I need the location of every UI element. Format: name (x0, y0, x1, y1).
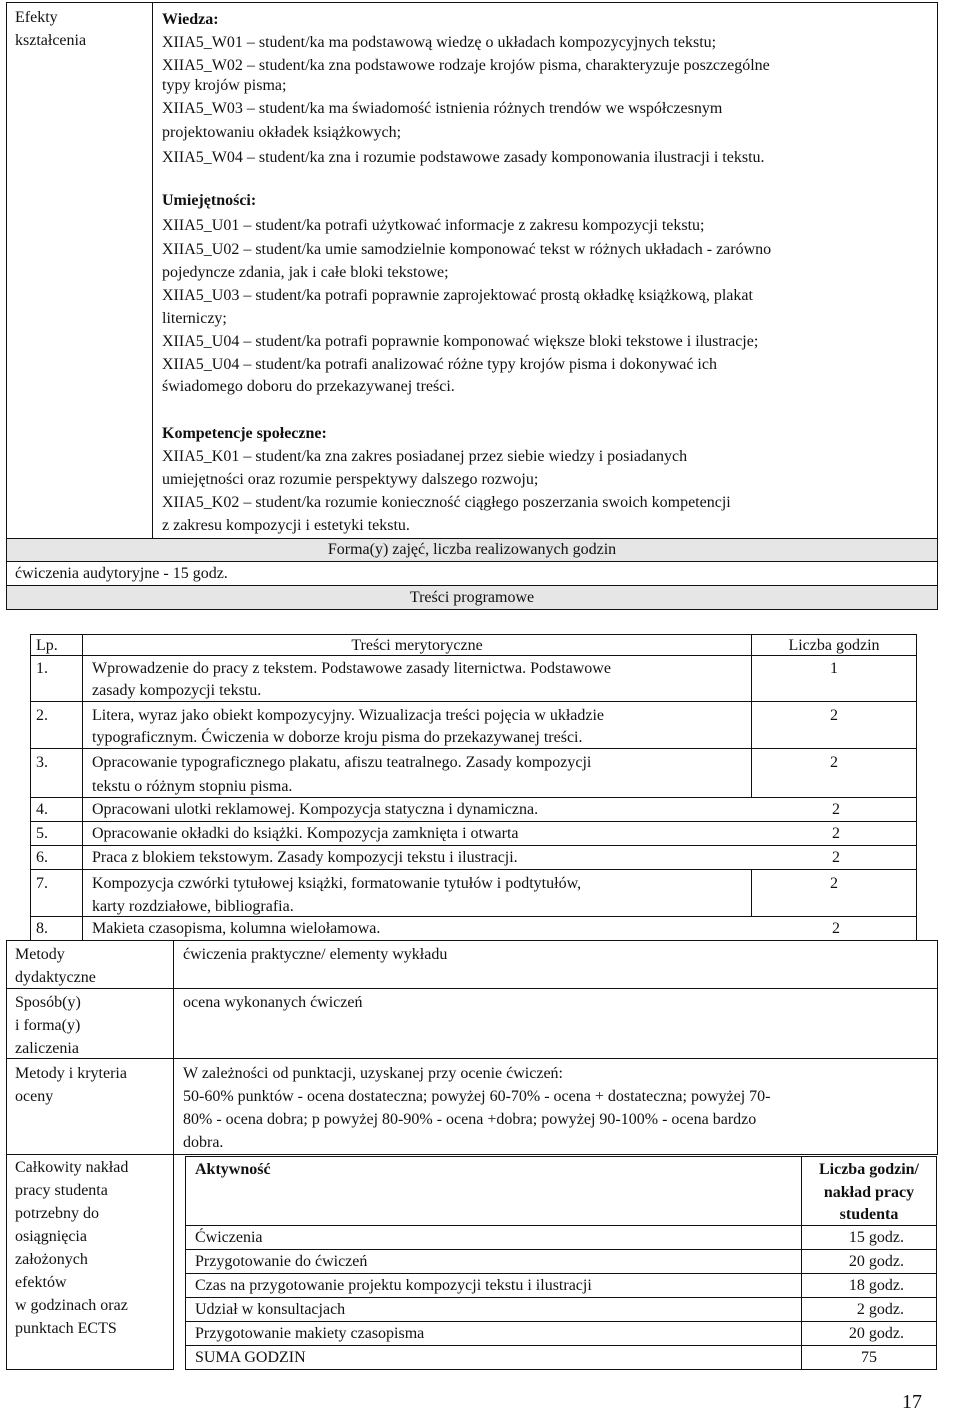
sposob-label-line: zaliczenia (15, 1040, 79, 1057)
naklad-label-line: potrzebny do (15, 1205, 99, 1222)
row-hours: 2 (832, 920, 840, 937)
naklad-label-line: Całkowity nakład (15, 1159, 129, 1176)
row-lp: 4. (36, 801, 48, 818)
naklad-label-line: w godzinach oraz (15, 1297, 128, 1314)
naklad-label-line: założonych (15, 1251, 88, 1268)
row-content-line: Opracowanie okładki do książki. Kompozycja zamknięta i otwarta (92, 825, 519, 842)
sposob-value: ocena wykonanych ćwiczeń (183, 994, 363, 1011)
kryteria-label-line: Metody i kryteria (15, 1065, 127, 1082)
forma-value: ćwiczenia audytoryjne - 15 godz. (15, 565, 228, 582)
row-hours: 2 (832, 849, 840, 866)
activity-sum-hours: 75 (861, 1349, 877, 1366)
row-content-line: Opracowanie typograficznego plakatu, afiszu teatralnego. Zasady kompozycji (92, 754, 592, 771)
kompetencje-line: XIIA5_K02 – student/ka rozumie konieczność ciągłego poszerzania swoich kompetencji (162, 494, 731, 511)
row-content-line: Kompozycja czwórki tytułowej książki, formatowanie tytułów i podtytułów, (92, 875, 582, 892)
wiedza-line: XIIA5_W04 – student/ka zna i rozumie podstawowe zasady komponowania ilustracji i tekstu. (162, 149, 765, 166)
row-lp: 8. (36, 920, 48, 937)
wiedza-title: Wiedza: (162, 11, 219, 28)
page-number: 17 (902, 1391, 922, 1413)
kryteria-value-line: W zależności od punktacji, uzyskanej przy ocenie ćwiczeń: (183, 1065, 563, 1082)
naklad-label-line: pracy studenta (15, 1182, 108, 1199)
activity-name: Ćwiczenia (195, 1229, 263, 1246)
row-lp: 3. (36, 754, 48, 771)
umiejetnosci-line: literniczy; (162, 310, 227, 327)
kryteria-value-line: 80% - ocena dobra; p powyżej 80-90% - ocena +dobra; powyżej 90-100% - ocena bardzo (183, 1111, 757, 1128)
row-hours: 2 (832, 801, 840, 818)
naklad-label-line: punktach ECTS (15, 1320, 117, 1337)
tresci-col-lp: Lp. (36, 637, 58, 654)
row-hours: 2 (832, 825, 840, 842)
row-content-line: Litera, wyraz jako obiekt kompozycyjny. Wizualizacja treści pojęcia w układzie (92, 707, 605, 724)
activity-name: Czas na przygotowanie projektu kompozycji tekstu i ilustracji (195, 1277, 592, 1294)
hours-col-header-line: Liczba godzin/ (818, 1161, 919, 1178)
row-lp: 6. (36, 849, 48, 866)
activity-name: Przygotowanie makiety czasopisma (195, 1325, 425, 1342)
kryteria-value-line: 50-60% punktów - ocena dostateczna; powyżej 60-70% - ocena + dostateczna; powyżej 70- (183, 1088, 771, 1105)
row-content-line: zasady kompozycji tekstu. (92, 682, 262, 699)
umiejetnosci-line: pojedyncze zdania, jak i całe bloki tekstowe; (162, 264, 449, 281)
activity-hours: 15 godz. (848, 1229, 904, 1246)
wiedza-line: XIIA5_W01 – student/ka ma podstawową wiedzę o układach kompozycyjnych tekstu; (162, 34, 717, 51)
tresci-col-content: Treści merytoryczne (351, 637, 483, 654)
umiejetnosci-line: XIIA5_U02 – student/ka umie samodzielnie komponować tekst w różnych układach - zarówno (162, 241, 772, 258)
umiejetnosci-line: XIIA5_U04 – student/ka potrafi poprawnie komponować większe bloki tekstowe i ilustracje; (162, 333, 759, 350)
umiejetnosci-line: XIIA5_U04 – student/ka potrafi analizować różne typy krojów pisma i dokonywać ich (162, 356, 717, 373)
efekty-label-line-1: Efekty (15, 9, 58, 26)
kompetencje-line: umiejętności oraz rozumie perspektywy dalszego rozwoju; (162, 471, 539, 488)
row-lp: 5. (36, 825, 48, 842)
row-hours: 2 (830, 707, 838, 724)
activity-hours: 20 godz. (848, 1325, 904, 1342)
row-hours: 1 (830, 660, 838, 677)
forma-value-cell (6, 561, 938, 586)
activity-hours: 18 godz. (848, 1277, 904, 1294)
row-content-line: Wprowadzenie do pracy z tekstem. Podstawowe zasady liternictwa. Podstawowe (92, 660, 611, 677)
umiejetnosci-title: Umiejętności: (162, 192, 257, 209)
naklad-label-line: osiągnięcia (15, 1228, 87, 1245)
activity-name: Przygotowanie do ćwiczeń (195, 1253, 368, 1270)
kompetencje-line: z zakresu kompozycji i estetyki tekstu. (162, 517, 410, 534)
sposob-label-line: i forma(y) (15, 1017, 81, 1034)
activity-sum-label: SUMA GODZIN (195, 1349, 306, 1366)
kryteria-label-line: oceny (15, 1088, 54, 1105)
wiedza-line: typy krojów pisma; (162, 77, 287, 94)
row-content-line: Praca z blokiem tekstowym. Zasady kompozycji tekstu i ilustracji. (92, 849, 518, 866)
row-content-line: tekstu o różnym stopniu pisma. (92, 778, 293, 795)
wiedza-line: projektowaniu okładek książkowych; (162, 124, 402, 141)
tresci-col-hours: Liczba godzin (788, 637, 880, 654)
umiejetnosci-line: XIIA5_U01 – student/ka potrafi użytkować informacje z zakresu kompozycji tekstu; (162, 217, 705, 234)
hours-col-header-line: nakład pracy (823, 1184, 915, 1201)
naklad-label-line: efektów (15, 1274, 67, 1291)
umiejetnosci-line: XIIA5_U03 – student/ka potrafi poprawnie zaprojektować prostą okładkę książkową, plakat (162, 287, 753, 304)
efekty-label-line-2: kształcenia (15, 32, 87, 49)
activity-hours: 2 godz. (856, 1301, 904, 1318)
sposob-label-line: Sposób(y) (15, 994, 81, 1011)
row-lp: 2. (36, 707, 48, 724)
tresci-header-text: Treści programowe (409, 589, 535, 606)
row-hours: 2 (830, 875, 838, 892)
activity-hours: 20 godz. (848, 1253, 904, 1270)
row-lp: 1. (36, 660, 48, 677)
kryteria-value-line: dobra. (183, 1134, 224, 1151)
metody-label-line: dydaktyczne (15, 969, 96, 986)
activity-row (185, 1225, 802, 1250)
row-hours: 2 (830, 754, 838, 771)
hours-col-header-line: studenta (839, 1206, 899, 1223)
wiedza-line: XIIA5_W03 – student/ka ma świadomość istnienia różnych trendów we współczesnym (162, 100, 723, 117)
activity-header-cell (185, 1156, 802, 1226)
row-lp: 7. (36, 875, 48, 892)
activity-name: Udział w konsultacjach (195, 1301, 346, 1318)
umiejetnosci-line: świadomego doboru do przekazywanej treści. (162, 378, 455, 395)
wiedza-line: XIIA5_W02 – student/ka zna podstawowe rodzaje krojów pisma, charakteryzuje poszczególne (162, 57, 770, 74)
row-content-line: Makieta czasopisma, kolumna wielołamowa. (92, 920, 381, 937)
metody-label-line: Metody (15, 946, 65, 963)
kompetencje-title: Kompetencje społeczne: (162, 425, 327, 442)
forma-header-text: Forma(y) zajęć, liczba realizowanych godzin (327, 541, 617, 558)
activity-col-header: Aktywność (195, 1161, 271, 1178)
tresci-header (6, 585, 938, 610)
metody-value: ćwiczenia praktyczne/ elementy wykładu (183, 946, 448, 963)
row-content-line: Opracowani ulotki reklamowej. Kompozycja statyczna i dynamiczna. (92, 801, 539, 818)
efekty-label-cell (6, 2, 153, 539)
row-content-line: typograficznym. Ćwiczenia w doborze kroju pisma do przekazywanej treści. (92, 729, 583, 746)
row-content-line: karty rozdziałowe, bibliografia. (92, 898, 294, 915)
kompetencje-line: XIIA5_K01 – student/ka zna zakres posiadanej przez siebie wiedzy i posiadanych (162, 448, 688, 465)
forma-header (6, 538, 938, 562)
